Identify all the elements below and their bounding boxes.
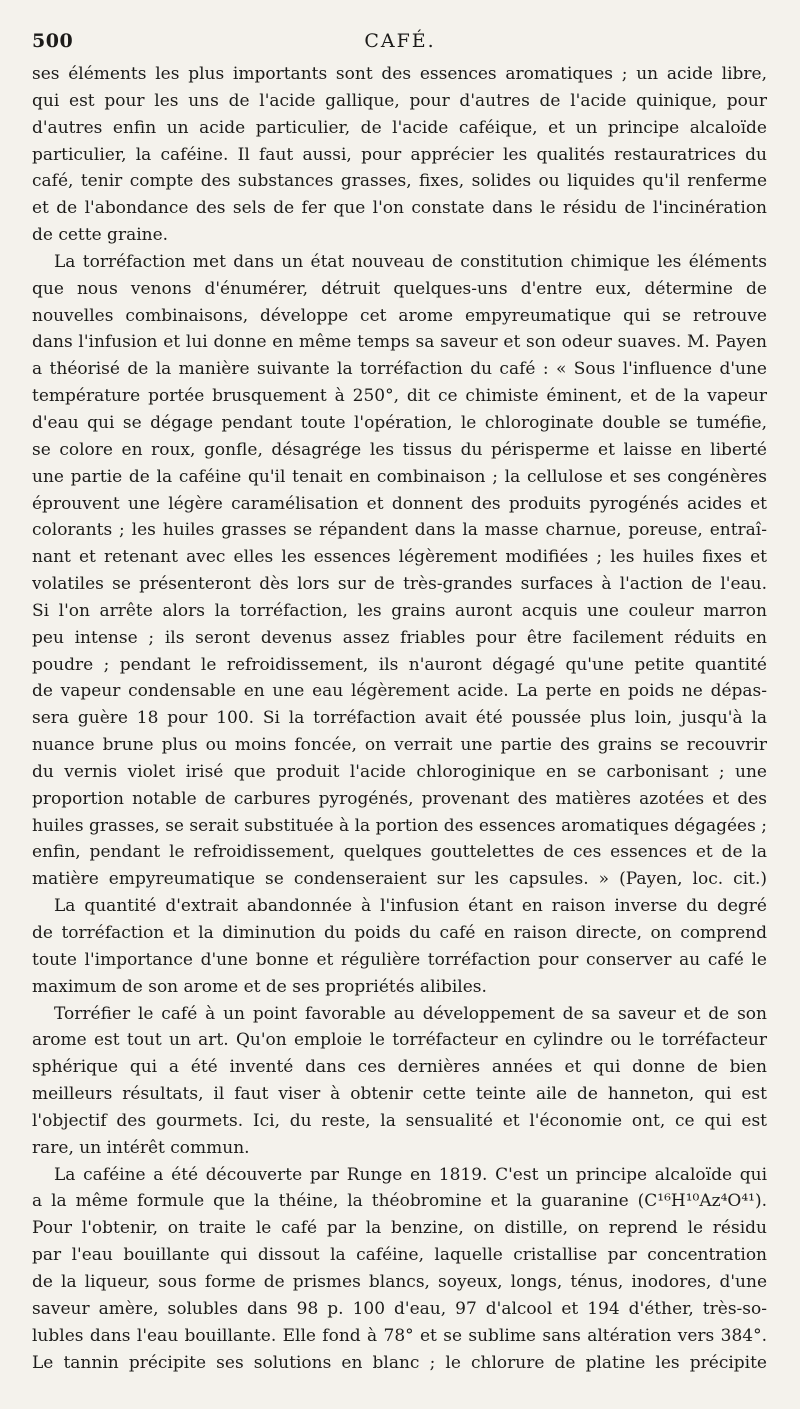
text-line: a la même formule que la théine, la théobromine et la guaranine (C¹⁶H¹⁰Az⁴O⁴¹). (32, 1191, 767, 1212)
text-line: maximum de son arome et de ses propriétés alibiles. (32, 976, 487, 997)
text-line: température portée brusquement à 250°, dit ce chimiste éminent, et de la vapeur (32, 386, 767, 407)
text-line: peu intense ; ils seront devenus assez friables pour être facilement réduits en (32, 627, 767, 648)
text-line: de vapeur condensable en une eau légèrement acide. La perte en poids ne dépas- (32, 681, 767, 702)
text-line: colorants ; les huiles grasses se répandent dans la masse charnue, poreuse, entraî- (32, 520, 767, 541)
text-line: de cette graine. (32, 225, 169, 246)
page-header (32, 30, 768, 58)
text-line: nouvelles combinaisons, développe cet arome empyreumatique qui se retrouve (32, 305, 767, 326)
text-line: enfin, pendant le refroidissement, quelques gouttelettes de ces essences et de la (32, 842, 767, 863)
text-line: arome est tout un art. Qu'on emploie le torréfacteur en cylindre ou le torréfacteur (32, 1030, 767, 1051)
text-line: nant et retenant avec elles les essences légèrement modifiées ; les huiles fixes et (32, 547, 767, 568)
text-line: dans l'infusion et lui donne en même temps sa saveur et son odeur suaves. M. Payen (32, 332, 767, 353)
text-line: saveur amère, solubles dans 98 p. 100 d'eau, 97 d'alcool et 194 d'éther, très-so- (32, 1298, 767, 1319)
text-line: volatiles se présenteront dès lors sur de très-grandes surfaces à l'action de l'eau. (32, 574, 767, 595)
text-line: La quantité d'extrait abandonnée à l'infusion étant en raison inverse du degré (54, 896, 767, 917)
text-line: de torréfaction et la diminution du poids du café en raison directe, on comprend (32, 923, 767, 943)
text-line: par l'eau bouillante qui dissout la caféine, laquelle cristallise par concentration (32, 1245, 767, 1266)
text-line: d'autres enfin un acide particulier, de l'acide caféique, et un principe alcaloïde (32, 117, 767, 138)
text-line: poudre ; pendant le refroidissement, ils n'auront dégagé qu'une petite quantité (32, 654, 767, 675)
text-line: Si l'on arrête alors la torréfaction, les grains auront acquis une couleur marron (32, 600, 767, 621)
running-title: CAFÉ. (364, 30, 436, 52)
text-line: particulier, la caféine. Il faut aussi, pour apprécier les qualités restauratrices du (32, 144, 767, 165)
text-line: café, tenir compte des substances grasses, fixes, solides ou liquides qu'il renferme (32, 171, 767, 192)
text-line: sera guère 18 pour 100. Si la torréfaction avait été poussée plus loin, jusqu'à la (32, 708, 767, 729)
text-line: du vernis violet irisé que produit l'acide chloroginique en se carbonisant ; une (32, 761, 767, 782)
text-line: l'objectif des gourmets. Ici, du reste, la sensualité et l'économie ont, ce qui est (32, 1110, 767, 1131)
text-line: Pour l'obtenir, on traite le café par la benzine, on distille, on reprend le résidu (32, 1218, 767, 1239)
text-line: sphérique qui a été inventé dans ces dernières années et qui donne de bien (32, 1057, 767, 1078)
text-line: rare, un intérêt commun. (32, 1137, 250, 1158)
body-text (32, 61, 767, 1376)
text-line: de la liqueur, sous forme de prismes blancs, soyeux, longs, ténus, inodores, d'une (32, 1271, 767, 1292)
text-line: Torréfier le café à un point favorable au développement de sa saveur et de son (54, 1003, 767, 1024)
text-line: et de l'abondance des sels de fer que l'on constate dans le résidu de l'incinération (32, 198, 767, 219)
page-number: 500 (32, 30, 74, 52)
text-line: éprouvent une légère caramélisation et donnent des produits pyrogénés acides et (32, 493, 767, 514)
text-line: Le tannin précipite ses solutions en blanc ; le chlorure de platine les précipite (32, 1352, 767, 1373)
text-line: qui est pour les uns de l'acide gallique, pour d'autres de l'acide quinique, pour (32, 90, 767, 111)
text-line: La torréfaction met dans un état nouveau de constitution chimique les éléments (54, 251, 767, 272)
text-line: lubles dans l'eau bouillante. Elle fond à 78° et se sublime sans altération vers 384°. (32, 1325, 767, 1346)
text-line: huiles grasses, se serait substituée à la portion des essences aromatiques dégagées ; (32, 815, 767, 836)
text-line: se colore en roux, gonfle, désagrége les tissus du périsperme et laisse en liberté (32, 439, 767, 460)
text-line: matière empyreumatique se condenseraient sur les capsules. » (Payen, loc. cit.) (32, 869, 767, 890)
text-line: toute l'importance d'une bonne et régulière torréfaction pour conserver au café le (32, 949, 767, 970)
text-line: que nous venons d'énumérer, détruit quelques-uns d'entre eux, détermine de (32, 278, 767, 299)
text-line: ses éléments les plus importants sont des essences aromatiques ; un acide libre, (32, 64, 767, 84)
text-line: d'eau qui se dégage pendant toute l'opération, le chloroginate double se tuméfie, (32, 412, 767, 433)
text-line: proportion notable de carbures pyrogénés, provenant des matières azotées et des (32, 788, 767, 809)
text-line: meilleurs résultats, il faut viser à obtenir cette teinte aile de hanneton, qui est (32, 1084, 767, 1105)
text-line: nuance brune plus ou moins foncée, on verrait une partie des grains se recouvrir (32, 735, 767, 756)
text-line: La caféine a été découverte par Runge en 1819. C'est un principe alcaloïde qui (54, 1164, 767, 1185)
text-line: a théorisé de la manière suivante la torréfaction du café : « Sous l'influence d'une (32, 359, 767, 380)
text-line: une partie de la caféine qu'il tenait en combinaison ; la cellulose et ses congénères (32, 466, 767, 487)
